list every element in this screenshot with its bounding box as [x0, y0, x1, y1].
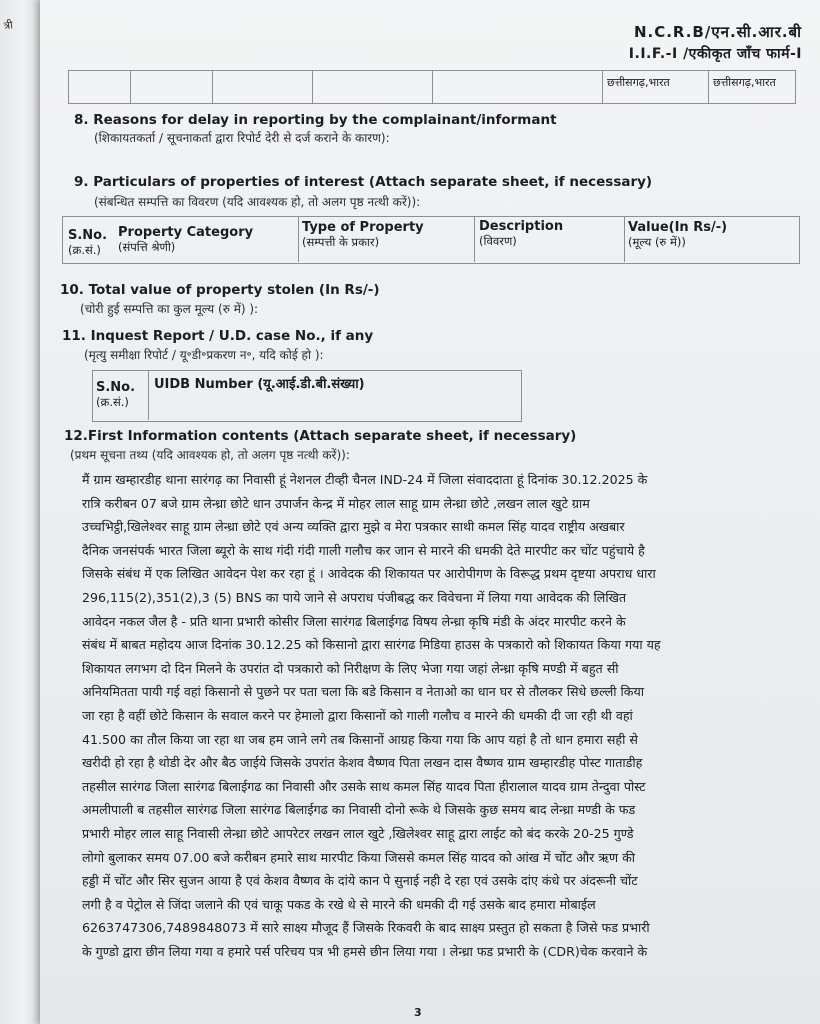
fir-line: अमलीपाली ब तहसील सारंगढ जिला सारंगढ बिलाईगढ का निवासी दोनो रूके थे जिसके कुछ समय बाद लेन्ध्रा मण्डी के फड: [82, 802, 636, 818]
fir-line: अनियमितता पायी गई वहां किसानो से पुछने पर पता चला कि बडे किसान व नेताओ का धान घर से तौलकर सिधे छल्ली किया: [82, 684, 645, 700]
table-divider: [148, 370, 149, 420]
uidb-col-sno: [96, 380, 135, 410]
top-table-cell-state: छत्तीसगढ़,भारत: [713, 76, 776, 89]
col-value-label-hi: (मूल्य (रु में)): [628, 235, 686, 249]
fir-line: 6263747306,7489848073 में सारे साक्ष्य मौजूद हैं जिसके रिकवरी के बाद साक्ष्य प्रस्तुत हो सकता है जिसे फड प्रभारी: [82, 920, 650, 936]
uidb-col-sno-label: S.No.: [96, 380, 136, 395]
uidb-number-label: UIDB Number (यू.आई.डी.बी.संख्या): [154, 377, 365, 392]
fir-line: हड्डी में चोंट और सिर सुजन आया है एवं केशव वैष्णव के दांये कान पे सुनाई नही दे रहा एवं उसके दांए कंधे पर अंदरूनी चोंट: [82, 873, 638, 889]
table-divider: [624, 216, 625, 262]
fir-line: आवेदन नकल जैल है - प्रति थाना प्रभारी कोसीर जिला सारंगढ बिलाईगढ विषय लेन्ध्रा कृषि मंडी के अंदर मारपीट करने के: [82, 613, 626, 629]
top-table-cell: [313, 71, 433, 103]
fir-line: 296,115(2),351(2),3 (5) BNS का पाये जाने से अपराध पंजीबद्ध कर विवेचना में लिया गया आवेदक की लिखित: [82, 589, 627, 605]
col-category-label-hi: (संपत्ति श्रेणी): [118, 240, 176, 254]
section-9-title: 9. Particulars of properties of interest (Attach separate sheet, if necessary): [74, 174, 653, 190]
fir-line: के गुण्डो द्वारा छीन लिया गया व हमारे पर्स परिचय पत्र भी हमसे छीन लिया गया । लेन्ध्रा फड प्रभारी के (CDR)चेक करवाने के: [82, 943, 648, 959]
fir-line: प्रभारी मोहर लाल साहू निवासी लेन्ध्रा छोटे आपरेटर लखन लाल खुटे ,खिलेश्वर साहू द्वारा लाईट को बंद करके 20-25 गुण्डे: [82, 825, 634, 841]
col-description-label: Description: [479, 219, 564, 234]
fir-line: दैनिक जनसंपर्क भारत जिला ब्यूरो के साथ गंदी गंदी गाली गलौच कर जान से मारने की धमकी देते मारपीट कर चोंट पहुंचाये है: [82, 542, 645, 558]
form-code-header: N.C.R.B/एन.सी.आर.बी: [633, 23, 802, 41]
fir-line: मैं ग्राम खम्हारडीह थाना सारंगढ़ का निवासी हूं नेशनल टीव्ही चैनल IND-24 में जिला संवाददाता हूं दिनांक 30.12.2025 के: [82, 472, 648, 487]
top-table-cell: [131, 71, 213, 103]
col-description: [479, 219, 563, 249]
col-type: [302, 220, 424, 250]
section-10-subtitle: (चोरी हुई सम्पत्ति का कुल मूल्य (रु में) ):: [80, 302, 259, 316]
section-8-subtitle: (शिकायतकर्ता / सूचनाकर्ता द्वारा रिपोर्ट देरी से दर्ज कराने के कारण):: [94, 131, 390, 145]
col-sno: [68, 228, 107, 258]
top-table-cell-state: छत्तीसगढ़,भारत: [603, 71, 709, 103]
fir-line: खरीदी हो रहा है थोडी देर और बैठ जाईये जिसके उपरांत केशव वैष्णव पिता लखन दास वैष्णव ग्राम खम्हारडीह पोस्ट गाताडीह: [82, 755, 643, 771]
section-9-subtitle: (संबन्धित सम्पत्ति का विवरण (यदि आवश्यक हो, तो अलग पृष्ठ नत्थी करें)):: [94, 195, 421, 209]
document-page: [40, 0, 820, 1024]
previous-page-mark: त्री: [3, 18, 14, 33]
fir-line: शिकायत लगभग दो दिन मिलने के उपरांत दो पत्रकारो को निरीक्षण के लिए भेजा गया जहां लेन्ध्रा कृषि मण्डी में बहुत सी: [82, 660, 619, 676]
fir-line: लगी है व पेट्रोल से जिंदा जलाने की एवं चाकू पकड के रखे थे से मारने की धमकी दी गई उसके बाद हमारा मोबाईल: [82, 896, 596, 912]
top-table-cell: [69, 71, 131, 103]
fir-line: उच्चभिट्ठी,खिलेश्वर साहू ग्राम लेन्ध्रा छोटे एवं अन्य व्यक्ति द्वारा मुझे व मेरा पत्रकार साथी कमल सिंह यादव राष्ट्रीय अखबार: [82, 519, 625, 535]
section-12-subtitle: (प्रथम सूचना तथ्य (यदि आवश्यक हो, तो अलग पृष्ठ नत्थी करें)):: [70, 448, 350, 462]
col-value-label: Value(In Rs/-): [628, 220, 728, 235]
fir-line: जिसके संबंध में एक लिखित आवेदन पेश कर रहा हूं । आवेदक की शिकायत पर आरोपीगण के विरूद्ध प्रथम दृष्टया अपराध धारा: [82, 566, 656, 582]
section-8-title: 8. Reasons for delay in reporting by the complainant/informant: [74, 112, 557, 128]
col-sno-label: S.No.: [68, 228, 108, 243]
uidb-col-number: [154, 374, 365, 392]
fir-contents-text: [82, 468, 804, 963]
fir-line: जा रहा है वहीं छोटे किसान के सवाल करने पर हेमालो द्वारा किसानों को गाली गलौच व मारने की धमकी दी जा रही थी वहां: [82, 707, 633, 723]
previous-page-edge: [0, 0, 45, 1024]
page-number: 3: [414, 1006, 422, 1019]
fir-line: तहसील सारंगढ जिला सारंगढ बिलाईगढ का निवासी और उसके साथ कमल सिंह यादव पिता हीरालाल यादव ग्राम तेन्दुवा पोस्ट: [82, 778, 646, 794]
col-category: [118, 225, 253, 255]
top-table-row: [68, 70, 796, 104]
col-category-label: Property Category: [118, 225, 254, 240]
fir-line: लोगो बुलाकर समय 07.00 बजे करीबन हमारे साथ मारपीट किया जिससे कमल सिंह यादव को आंख में चोंट और ऋण की: [82, 849, 636, 865]
form-title-header: I.I.F.-I /एकीकृत जाँच फार्म-I: [628, 46, 802, 62]
uidb-col-sno-label-hi: (क्र.सं.): [96, 395, 129, 409]
section-10-title: 10. Total value of property stolen (In Rs/-): [60, 282, 380, 298]
table-divider: [298, 216, 299, 262]
fir-line: संबंध में बाबत महोदय आज दिनांक 30.12.25 को किसानो द्वारा सारंगढ मिडिया हाउस के पत्रकारो को शिकायत किया गया यह: [82, 637, 661, 653]
col-sno-label-hi: (क्र.सं.): [68, 243, 101, 257]
section-12-title: 12.First Information contents (Attach separate sheet, if necessary): [64, 428, 577, 444]
top-table-cell: [433, 71, 603, 103]
section-11-title: 11. Inquest Report / U.D. case No., if any: [62, 328, 374, 344]
col-type-label-hi: (सम्पत्ती के प्रकार): [302, 235, 380, 249]
fir-line: रात्रि करीबन 07 बजे ग्राम लेन्ध्रा छोटे धान उपार्जन केन्द्र में मोहर लाल साहू ग्राम लेन्ध्रा छोटे ,लखन लाल खुटे ग्राम: [82, 495, 590, 511]
top-table-cell: [213, 71, 313, 103]
table-divider: [474, 216, 475, 262]
fir-line: 41.500 का तौल किया जा रहा था जब हम जाने लगे तब किसानों आग्रह किया गया कि आप यहां है तो धान हमारा सही से: [82, 731, 638, 747]
col-description-label-hi: (विवरण): [479, 234, 517, 248]
col-type-label: Type of Property: [302, 220, 424, 235]
section-11-subtitle: (मृत्यु समीक्षा रिपोर्ट / यू॰डी॰प्रकरण न॰, यदि कोई हो ):: [84, 348, 324, 362]
col-value: [628, 220, 727, 250]
